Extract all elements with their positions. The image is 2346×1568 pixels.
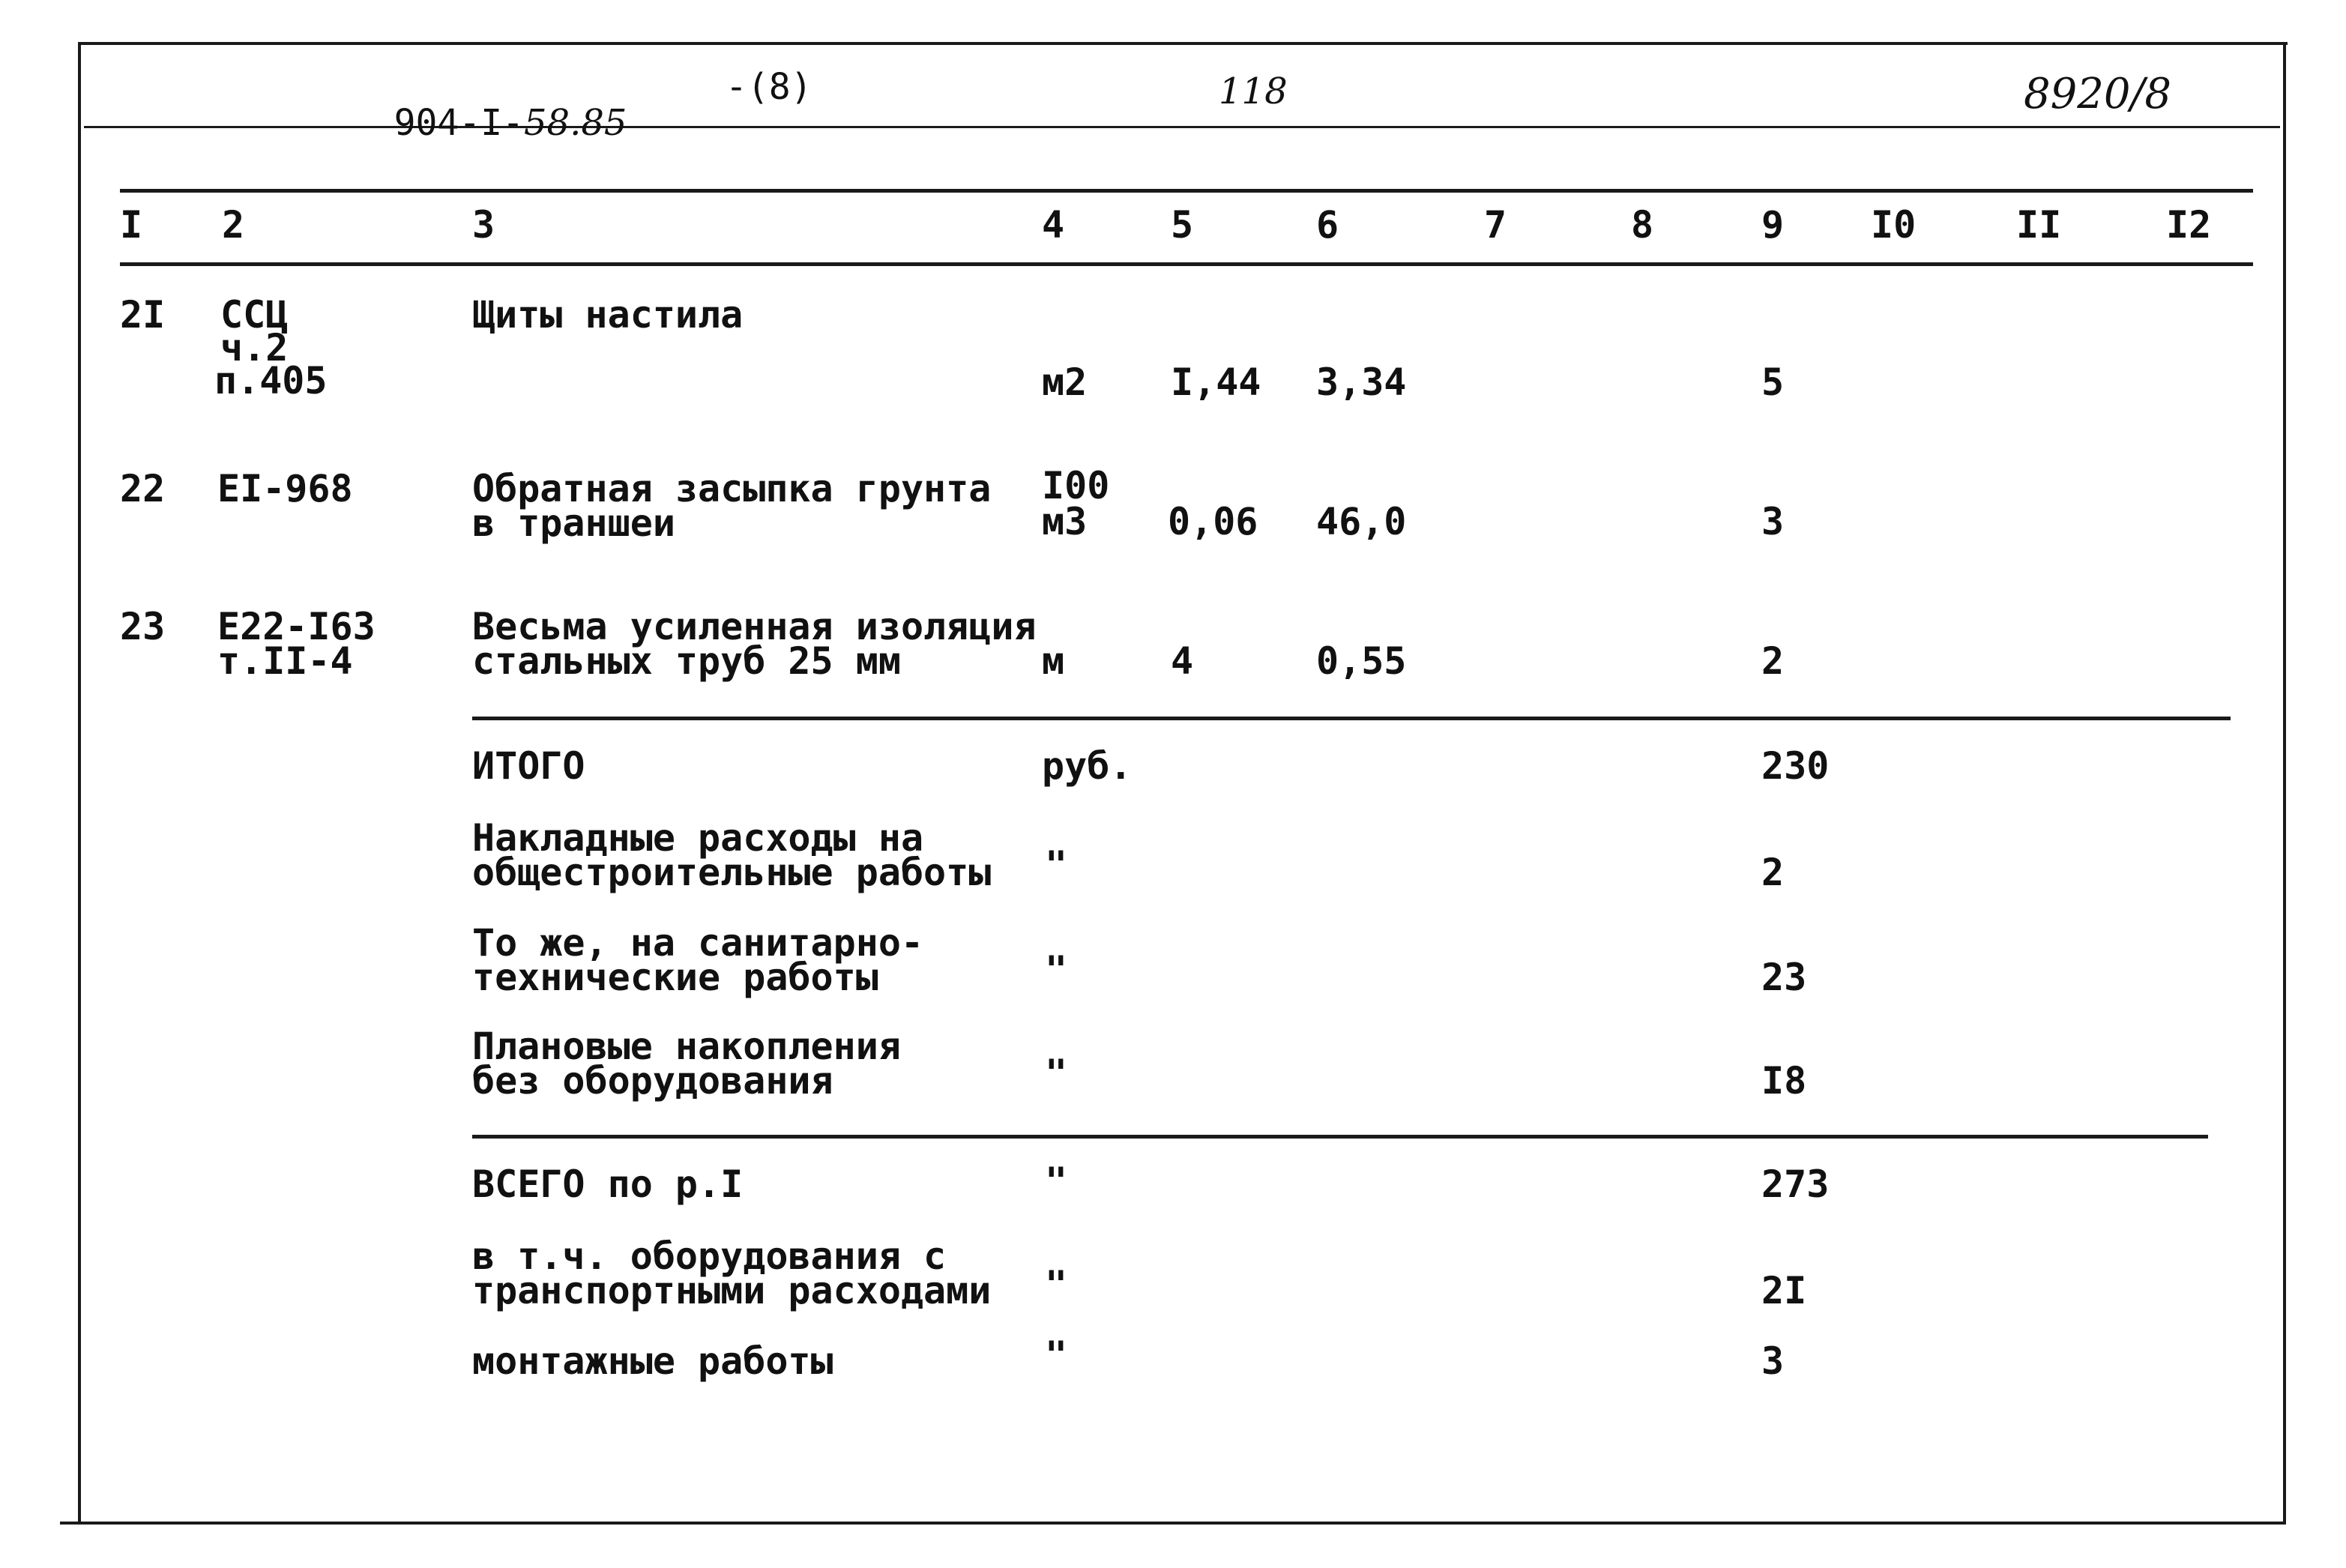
summary-label: технические работы: [472, 956, 878, 999]
summary-total: 2: [1761, 851, 1785, 894]
header-document-number: 8920/8: [2024, 70, 2172, 118]
frame-right-border: [2283, 42, 2286, 1525]
row-number: 23: [120, 605, 166, 648]
row-price: 3,34: [1316, 361, 1407, 404]
summary-label: общестроительные работы: [472, 851, 992, 894]
summary-total: I8: [1761, 1059, 1807, 1103]
totals-separator-rule: [472, 717, 2231, 720]
row-code: ССЦ: [220, 293, 289, 337]
row-quantity: I,44: [1171, 361, 1261, 404]
summary-unit: руб.: [1042, 744, 1133, 788]
frame-bottom-border: [60, 1522, 2286, 1525]
row-price: 0,55: [1316, 639, 1407, 683]
column-header: I0: [1871, 203, 1917, 247]
summary-total: 273: [1761, 1163, 1830, 1206]
summary-unit: ": [1045, 1263, 1068, 1306]
row-code: п.405: [214, 359, 328, 402]
summary-unit: ": [1045, 1333, 1068, 1377]
row-name: Обратная засыпка грунта: [472, 467, 992, 510]
row-code: E22-I63: [217, 605, 376, 648]
column-header: I2: [2166, 203, 2212, 247]
row-number: 22: [120, 467, 166, 510]
frame-left-border: [78, 42, 81, 1525]
row-name: стальных труб 25 мм: [472, 639, 901, 683]
column-header-bottom-rule: [120, 262, 2253, 266]
row-code: ч.2: [220, 326, 289, 370]
row-total: 2: [1761, 639, 1785, 683]
row-name: Щиты настила: [472, 293, 744, 337]
column-header: II: [2016, 203, 2062, 247]
row-unit: м3: [1042, 500, 1088, 543]
column-header: 2: [222, 203, 245, 247]
row-unit: м2: [1042, 361, 1088, 404]
row-number: 2I: [120, 293, 166, 337]
summary-label: монтажные работы: [472, 1339, 833, 1383]
summary-unit: ": [1045, 1052, 1068, 1095]
column-header-top-rule: [120, 189, 2253, 193]
summary-label: без оборудования: [472, 1059, 833, 1103]
row-total: 3: [1761, 500, 1785, 543]
header-page-number: 118: [1219, 70, 1288, 112]
summary-label: То же, на санитарно-: [472, 921, 924, 965]
summary-unit: ": [1045, 948, 1068, 992]
grand-total-separator-rule: [472, 1135, 2208, 1139]
row-unit: м: [1042, 639, 1065, 683]
summary-label: Плановые накопления: [472, 1025, 901, 1068]
summary-label: Накладные расходы на: [472, 816, 924, 860]
header-code-hand: 58.85: [523, 102, 627, 144]
summary-label: ВСЕГО по р.I: [472, 1163, 744, 1206]
row-code: т.II-4: [217, 639, 353, 683]
column-header: 5: [1171, 203, 1194, 247]
summary-label: ИТОГО: [472, 744, 585, 788]
column-header: 9: [1761, 203, 1785, 247]
column-header: 6: [1316, 203, 1339, 247]
column-header: I: [120, 203, 143, 247]
row-quantity: 0,06: [1168, 500, 1258, 543]
column-header: 3: [472, 203, 495, 247]
header-sheet: -(8): [726, 66, 812, 108]
column-header: 4: [1042, 203, 1065, 247]
frame-top-border: [81, 42, 2288, 45]
summary-unit: ": [1045, 843, 1068, 887]
row-code: EI-968: [217, 467, 353, 510]
column-header: 7: [1484, 203, 1507, 247]
row-price: 46,0: [1316, 500, 1407, 543]
column-header: 8: [1631, 203, 1654, 247]
summary-total: 230: [1761, 744, 1830, 788]
row-name: в траншеи: [472, 501, 675, 545]
summary-label: транспортными расходами: [472, 1269, 992, 1312]
summary-unit: ": [1045, 1160, 1068, 1203]
summary-label: в т.ч. оборудования с: [472, 1234, 947, 1278]
summary-total: 2I: [1761, 1269, 1807, 1312]
row-name: Весьма усиленная изоляция: [472, 605, 1037, 648]
row-unit: I00: [1042, 464, 1110, 507]
row-quantity: 4: [1171, 639, 1194, 683]
header-code: [307, 69, 627, 177]
summary-total: 23: [1761, 956, 1807, 999]
summary-total: 3: [1761, 1339, 1785, 1383]
header-code-print: 904-I-: [393, 102, 524, 144]
row-total: 5: [1761, 361, 1785, 404]
